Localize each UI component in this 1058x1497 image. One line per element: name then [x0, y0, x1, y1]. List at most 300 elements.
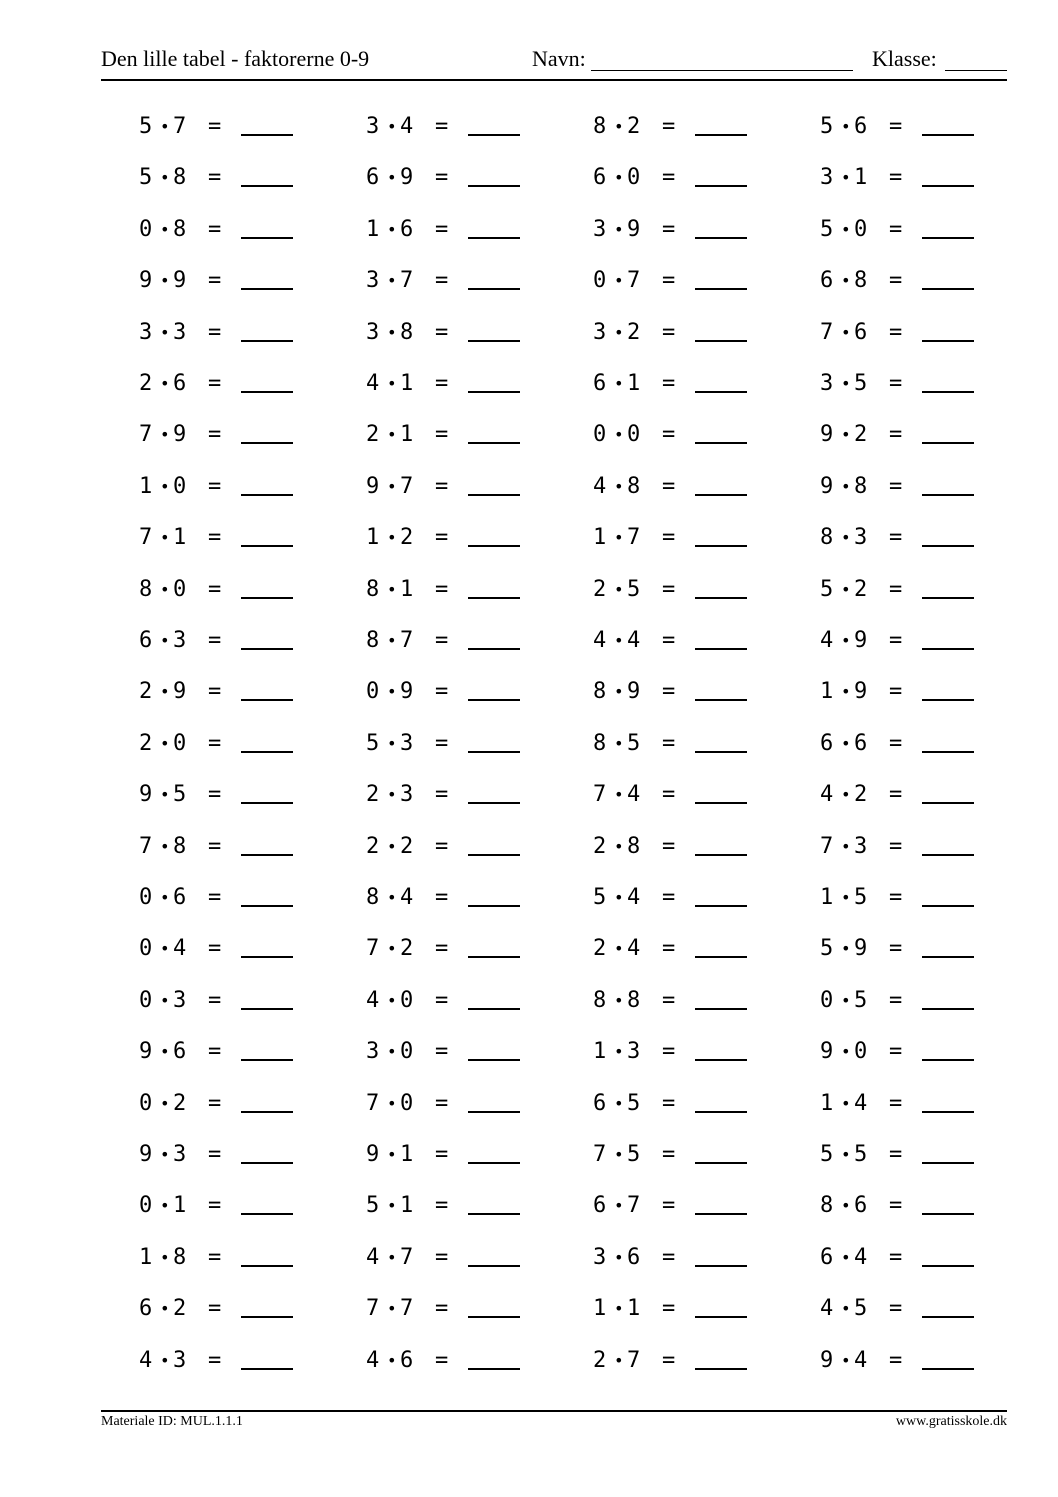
factor-a: 2: [593, 936, 607, 961]
equals-sign: =: [208, 834, 222, 859]
problem-item: [820, 780, 1020, 810]
problem-item: [593, 369, 793, 399]
multiply-dot: •: [841, 631, 851, 650]
answer-blank[interactable]: [695, 494, 747, 496]
multiply-dot: •: [841, 323, 851, 342]
answer-blank[interactable]: [922, 1059, 974, 1061]
factor-a: 1: [139, 1245, 153, 1270]
factor-b: 8: [173, 217, 187, 242]
factor-a: 8: [820, 525, 834, 550]
answer-blank[interactable]: [922, 956, 974, 958]
answer-blank[interactable]: [241, 340, 293, 342]
equals-sign: =: [889, 936, 903, 961]
factor-b: 7: [400, 474, 414, 499]
answer-blank[interactable]: [468, 1162, 520, 1164]
problem-item: [820, 575, 1020, 605]
equals-sign: =: [889, 1348, 903, 1373]
answer-blank[interactable]: [241, 905, 293, 907]
factor-b: 4: [173, 936, 187, 961]
factor-b: 3: [173, 1348, 187, 1373]
problem-item: [820, 215, 1020, 245]
answer-blank[interactable]: [241, 854, 293, 856]
answer-blank[interactable]: [241, 699, 293, 701]
multiply-dot: •: [160, 323, 170, 342]
problem-item: [820, 934, 1020, 964]
answer-blank[interactable]: [241, 751, 293, 753]
multiply-dot: •: [160, 939, 170, 958]
answer-blank[interactable]: [922, 545, 974, 547]
factor-a: 6: [139, 628, 153, 653]
answer-blank[interactable]: [695, 1162, 747, 1164]
factor-b: 5: [627, 1142, 641, 1167]
answer-blank[interactable]: [241, 597, 293, 599]
equals-sign: =: [662, 628, 676, 653]
problem-item: [820, 1089, 1020, 1119]
answer-blank[interactable]: [922, 1368, 974, 1370]
answer-blank[interactable]: [241, 1368, 293, 1370]
answer-blank[interactable]: [695, 288, 747, 290]
equals-sign: =: [435, 988, 449, 1013]
problem-item: [139, 780, 339, 810]
answer-blank[interactable]: [468, 1111, 520, 1113]
problem-item: [366, 472, 566, 502]
factor-b: 4: [400, 885, 414, 910]
answer-blank[interactable]: [241, 956, 293, 958]
factor-b: 6: [173, 1039, 187, 1064]
answer-blank[interactable]: [922, 1265, 974, 1267]
factor-a: 6: [366, 165, 380, 190]
answer-blank[interactable]: [468, 956, 520, 958]
answer-blank[interactable]: [922, 134, 974, 136]
answer-blank[interactable]: [468, 237, 520, 239]
problem-item: [139, 369, 339, 399]
factor-a: 9: [366, 1142, 380, 1167]
problem-item: [820, 369, 1020, 399]
factor-a: 5: [820, 1142, 834, 1167]
answer-blank[interactable]: [468, 442, 520, 444]
answer-blank[interactable]: [695, 134, 747, 136]
answer-blank[interactable]: [922, 391, 974, 393]
equals-sign: =: [889, 1296, 903, 1321]
multiply-dot: •: [614, 477, 624, 496]
problem-item: [593, 266, 793, 296]
answer-blank[interactable]: [695, 597, 747, 599]
problem-item: [593, 1294, 793, 1324]
answer-blank[interactable]: [695, 1008, 747, 1010]
equals-sign: =: [435, 114, 449, 139]
multiply-dot: •: [387, 271, 397, 290]
answer-blank[interactable]: [695, 1368, 747, 1370]
factor-b: 2: [400, 936, 414, 961]
answer-blank[interactable]: [468, 1059, 520, 1061]
factor-b: 2: [627, 320, 641, 345]
multiply-dot: •: [160, 117, 170, 136]
factor-b: 4: [854, 1091, 868, 1116]
factor-b: 6: [854, 1193, 868, 1218]
answer-blank[interactable]: [468, 699, 520, 701]
answer-blank[interactable]: [468, 340, 520, 342]
answer-blank[interactable]: [468, 648, 520, 650]
equals-sign: =: [889, 679, 903, 704]
answer-blank[interactable]: [695, 340, 747, 342]
answer-blank[interactable]: [922, 288, 974, 290]
equals-sign: =: [662, 474, 676, 499]
multiply-dot: •: [387, 1145, 397, 1164]
multiply-dot: •: [387, 734, 397, 753]
factor-a: 8: [593, 114, 607, 139]
answer-blank[interactable]: [241, 1316, 293, 1318]
factor-b: 7: [400, 268, 414, 293]
answer-blank[interactable]: [241, 494, 293, 496]
answer-blank[interactable]: [468, 854, 520, 856]
answer-blank[interactable]: [241, 134, 293, 136]
factor-a: 6: [820, 268, 834, 293]
problem-item: [139, 318, 339, 348]
problem-item: [366, 1191, 566, 1221]
factor-b: 1: [400, 1193, 414, 1218]
factor-b: 2: [854, 577, 868, 602]
factor-a: 7: [820, 320, 834, 345]
multiply-dot: •: [841, 528, 851, 547]
answer-blank[interactable]: [922, 905, 974, 907]
factor-b: 7: [400, 1296, 414, 1321]
factor-a: 8: [593, 731, 607, 756]
factor-b: 3: [173, 1142, 187, 1167]
equals-sign: =: [208, 1142, 222, 1167]
multiply-dot: •: [614, 734, 624, 753]
answer-blank[interactable]: [695, 237, 747, 239]
factor-b: 0: [173, 474, 187, 499]
multiply-dot: •: [841, 425, 851, 444]
problem-item: [820, 677, 1020, 707]
factor-b: 3: [173, 988, 187, 1013]
equals-sign: =: [208, 525, 222, 550]
answer-blank[interactable]: [922, 185, 974, 187]
factor-a: 1: [593, 1039, 607, 1064]
answer-blank[interactable]: [468, 905, 520, 907]
answer-blank[interactable]: [468, 494, 520, 496]
answer-blank[interactable]: [922, 597, 974, 599]
answer-blank[interactable]: [922, 648, 974, 650]
answer-blank[interactable]: [695, 1265, 747, 1267]
factor-b: 7: [627, 268, 641, 293]
multiply-dot: •: [160, 682, 170, 701]
answer-blank[interactable]: [922, 442, 974, 444]
factor-a: 1: [593, 1296, 607, 1321]
answer-blank[interactable]: [241, 1059, 293, 1061]
problem-item: [366, 215, 566, 245]
answer-blank[interactable]: [922, 1162, 974, 1164]
equals-sign: =: [889, 1142, 903, 1167]
problem-item: [593, 1191, 793, 1221]
factor-b: 3: [173, 320, 187, 345]
equals-sign: =: [889, 114, 903, 139]
multiply-dot: •: [841, 477, 851, 496]
multiply-dot: •: [841, 1094, 851, 1113]
equals-sign: =: [662, 165, 676, 190]
multiply-dot: •: [387, 580, 397, 599]
answer-blank[interactable]: [695, 1111, 747, 1113]
answer-blank[interactable]: [695, 545, 747, 547]
equals-sign: =: [208, 217, 222, 242]
multiply-dot: •: [841, 939, 851, 958]
answer-blank[interactable]: [468, 185, 520, 187]
answer-blank[interactable]: [468, 288, 520, 290]
problem-item: [593, 112, 793, 142]
multiply-dot: •: [160, 220, 170, 239]
answer-blank[interactable]: [241, 802, 293, 804]
answer-blank[interactable]: [695, 751, 747, 753]
problem-item: [593, 1140, 793, 1170]
problem-item: [820, 318, 1020, 348]
equals-sign: =: [662, 422, 676, 447]
answer-blank[interactable]: [922, 1111, 974, 1113]
factor-a: 6: [820, 731, 834, 756]
problem-item: [593, 986, 793, 1016]
answer-blank[interactable]: [468, 751, 520, 753]
answer-blank[interactable]: [468, 1265, 520, 1267]
factor-a: 9: [139, 1039, 153, 1064]
equals-sign: =: [662, 320, 676, 345]
factor-b: 1: [400, 577, 414, 602]
answer-blank[interactable]: [241, 1213, 293, 1215]
multiply-dot: •: [160, 1196, 170, 1215]
equals-sign: =: [208, 936, 222, 961]
factor-a: 2: [139, 679, 153, 704]
factor-a: 7: [366, 1091, 380, 1116]
factor-a: 8: [593, 679, 607, 704]
answer-blank[interactable]: [695, 802, 747, 804]
factor-b: 2: [627, 114, 641, 139]
answer-blank[interactable]: [922, 237, 974, 239]
equals-sign: =: [435, 679, 449, 704]
factor-a: 0: [139, 1193, 153, 1218]
factor-b: 5: [854, 1142, 868, 1167]
factor-b: 6: [400, 217, 414, 242]
answer-blank[interactable]: [922, 854, 974, 856]
multiply-dot: •: [614, 323, 624, 342]
multiply-dot: •: [614, 528, 624, 547]
multiply-dot: •: [387, 785, 397, 804]
equals-sign: =: [435, 165, 449, 190]
factor-a: 1: [366, 525, 380, 550]
factor-b: 1: [400, 1142, 414, 1167]
answer-blank[interactable]: [922, 494, 974, 496]
factor-b: 5: [854, 885, 868, 910]
problem-item: [366, 369, 566, 399]
answer-blank[interactable]: [695, 1059, 747, 1061]
equals-sign: =: [435, 1039, 449, 1064]
multiply-dot: •: [841, 1248, 851, 1267]
factor-b: 4: [627, 782, 641, 807]
factor-b: 6: [173, 371, 187, 396]
factor-b: 9: [173, 679, 187, 704]
factor-b: 1: [400, 371, 414, 396]
answer-blank[interactable]: [695, 1316, 747, 1318]
multiply-dot: •: [841, 888, 851, 907]
equals-sign: =: [435, 628, 449, 653]
answer-blank[interactable]: [922, 340, 974, 342]
equals-sign: =: [889, 885, 903, 910]
multiply-dot: •: [614, 1196, 624, 1215]
equals-sign: =: [435, 1245, 449, 1270]
equals-sign: =: [208, 885, 222, 910]
answer-blank[interactable]: [468, 802, 520, 804]
equals-sign: =: [208, 1091, 222, 1116]
answer-blank[interactable]: [468, 1316, 520, 1318]
worksheet-title: Den lille tabel - faktorerne 0-9: [101, 46, 370, 71]
name-label: Navn:: [532, 46, 586, 71]
factor-b: 9: [854, 936, 868, 961]
multiply-dot: •: [387, 1196, 397, 1215]
equals-sign: =: [662, 268, 676, 293]
factor-a: 5: [366, 731, 380, 756]
answer-blank[interactable]: [241, 648, 293, 650]
factor-b: 8: [854, 474, 868, 499]
problem-item: [366, 318, 566, 348]
equals-sign: =: [208, 268, 222, 293]
answer-blank[interactable]: [695, 391, 747, 393]
answer-blank[interactable]: [241, 185, 293, 187]
equals-sign: =: [208, 1193, 222, 1218]
factor-b: 6: [400, 1348, 414, 1373]
factor-a: 8: [139, 577, 153, 602]
problem-item: [366, 1294, 566, 1324]
factor-a: 9: [139, 1142, 153, 1167]
factor-b: 1: [173, 1193, 187, 1218]
multiply-dot: •: [614, 271, 624, 290]
answer-blank[interactable]: [922, 1316, 974, 1318]
factor-a: 0: [139, 1091, 153, 1116]
answer-blank[interactable]: [241, 1162, 293, 1164]
factor-b: 2: [854, 782, 868, 807]
answer-blank[interactable]: [922, 751, 974, 753]
factor-b: 0: [854, 217, 868, 242]
answer-blank[interactable]: [695, 442, 747, 444]
answer-blank[interactable]: [695, 648, 747, 650]
footer-divider: [101, 1410, 1007, 1412]
factor-a: 3: [820, 165, 834, 190]
equals-sign: =: [435, 936, 449, 961]
factor-a: 3: [366, 1039, 380, 1064]
answer-blank[interactable]: [695, 956, 747, 958]
multiply-dot: •: [387, 374, 397, 393]
answer-blank[interactable]: [241, 237, 293, 239]
answer-blank[interactable]: [241, 442, 293, 444]
answer-blank[interactable]: [468, 134, 520, 136]
multiply-dot: •: [160, 837, 170, 856]
multiply-dot: •: [614, 117, 624, 136]
factor-b: 6: [173, 885, 187, 910]
problem-item: [366, 523, 566, 553]
material-id: Materiale ID: MUL.1.1.1: [101, 1414, 243, 1429]
multiply-dot: •: [160, 1145, 170, 1164]
answer-blank[interactable]: [922, 1008, 974, 1010]
equals-sign: =: [662, 217, 676, 242]
factor-b: 1: [627, 1296, 641, 1321]
factor-a: 7: [820, 834, 834, 859]
multiply-dot: •: [614, 580, 624, 599]
factor-a: 3: [593, 217, 607, 242]
answer-blank[interactable]: [695, 699, 747, 701]
answer-blank[interactable]: [922, 802, 974, 804]
factor-b: 9: [854, 679, 868, 704]
factor-a: 4: [593, 628, 607, 653]
factor-a: 9: [820, 422, 834, 447]
factor-b: 6: [627, 1245, 641, 1270]
answer-blank[interactable]: [468, 1008, 520, 1010]
problem-item: [366, 729, 566, 759]
answer-blank[interactable]: [468, 597, 520, 599]
problem-item: [593, 883, 793, 913]
answer-blank[interactable]: [922, 699, 974, 701]
factor-a: 0: [139, 217, 153, 242]
factor-a: 9: [366, 474, 380, 499]
equals-sign: =: [662, 525, 676, 550]
factor-a: 1: [139, 474, 153, 499]
multiply-dot: •: [614, 374, 624, 393]
problem-item: [366, 626, 566, 656]
equals-sign: =: [662, 988, 676, 1013]
equals-sign: =: [208, 114, 222, 139]
problem-item: [366, 934, 566, 964]
answer-blank[interactable]: [468, 391, 520, 393]
answer-blank[interactable]: [695, 185, 747, 187]
multiply-dot: •: [841, 837, 851, 856]
answer-blank[interactable]: [241, 1265, 293, 1267]
factor-a: 4: [820, 1296, 834, 1321]
factor-b: 0: [854, 1039, 868, 1064]
factor-b: 9: [627, 217, 641, 242]
answer-blank[interactable]: [695, 905, 747, 907]
equals-sign: =: [435, 1091, 449, 1116]
multiply-dot: •: [387, 168, 397, 187]
answer-blank[interactable]: [468, 1213, 520, 1215]
answer-blank[interactable]: [241, 391, 293, 393]
factor-a: 7: [139, 525, 153, 550]
problem-item: [366, 1037, 566, 1067]
answer-blank[interactable]: [241, 288, 293, 290]
problem-item: [593, 523, 793, 553]
factor-b: 5: [854, 371, 868, 396]
equals-sign: =: [435, 885, 449, 910]
problem-item: [593, 420, 793, 450]
problem-item: [139, 677, 339, 707]
answer-blank[interactable]: [468, 1368, 520, 1370]
answer-blank[interactable]: [241, 1111, 293, 1113]
equals-sign: =: [435, 577, 449, 602]
factor-b: 2: [173, 1296, 187, 1321]
factor-b: 1: [173, 525, 187, 550]
answer-blank[interactable]: [695, 1213, 747, 1215]
multiply-dot: •: [841, 168, 851, 187]
problem-item: [593, 626, 793, 656]
factor-b: 0: [627, 165, 641, 190]
multiply-dot: •: [160, 734, 170, 753]
multiply-dot: •: [160, 425, 170, 444]
answer-blank[interactable]: [695, 854, 747, 856]
answer-blank[interactable]: [241, 545, 293, 547]
factor-b: 0: [173, 577, 187, 602]
problem-item: [139, 420, 339, 450]
factor-a: 1: [820, 679, 834, 704]
factor-b: 6: [854, 731, 868, 756]
answer-blank[interactable]: [468, 545, 520, 547]
answer-blank[interactable]: [922, 1213, 974, 1215]
answer-blank[interactable]: [241, 1008, 293, 1010]
factor-b: 4: [627, 936, 641, 961]
problem-item: [139, 215, 339, 245]
